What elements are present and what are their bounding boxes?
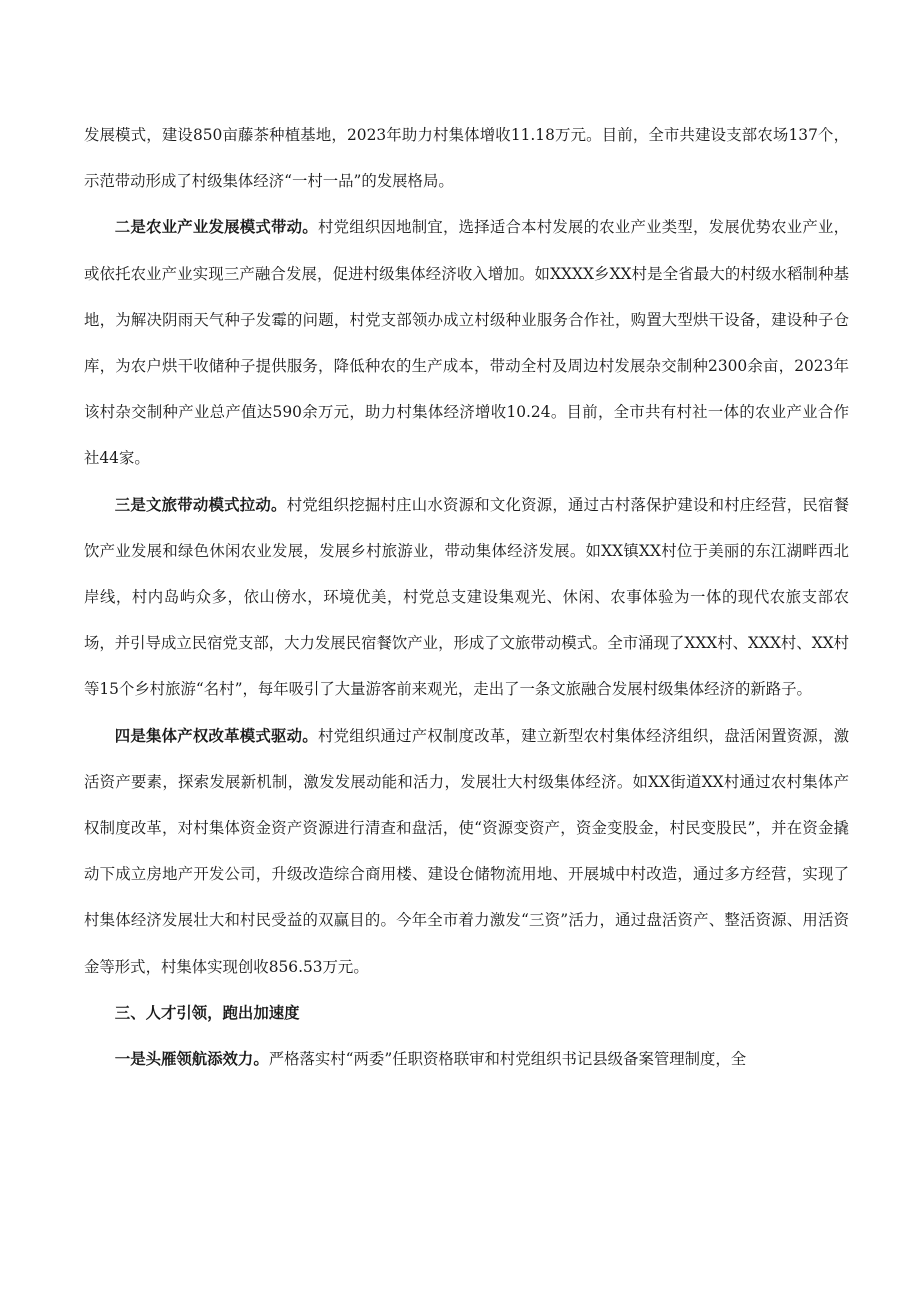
paragraph-2-text: 村党组织因地制宜，选择适合本村发展的农业产业类型，发展优势农业产业，或依托农业产业实现三产融合发展，促进村级集体经济收入增加。如XXXX乡XX村是全省最大的村级水稻制种基地，为解决阴雨天气种子发霉的问题，村党支部领办成立村级种业服务合作社，购置大型烘干设备，建设种子仓库，为农户烘干收储种子提供服务，降低种农的生产成本，带动全村及周边村发展杂交制种2300余亩，2023年该村杂交制种产业总产值达590余万元，助力村集体经济增收10.24。目前，全市共有村社一体的农业产业合作社44家。 <box>84 218 849 468</box>
section-heading-3: 三、人才引领，跑出加速度 <box>114 1003 300 1022</box>
paragraph-3-text: 村党组织挖掘村庄山水资源和文化资源，通过古村落保护建设和村庄经营，民宿餐饮产业发展和绿色休闲农业发展，发展乡村旅游业，带动集体经济发展。如XX镇XX村位于美丽的东江湖畔西北岸线，村内岛屿众多，依山傍水，环境优美，村党总支建设集观光、休闲、农事体验为一体的现代农旅支部农场，并引导成立民宿党支部，大力发展民宿餐饮产业，形成了文旅带动模式。全市涌现了XXX村、XXX村、XX村等15个乡村旅游“名村”，每年吸引了大量游客前来观光，走出了一条文旅融合发展村级集体经济的新路子。 <box>84 495 849 699</box>
paragraph-1 <box>84 112 849 204</box>
paragraph-4-text: 村党组织通过产权制度改革，建立新型农村集体经济组织，盘活闲置资源，激活资产要素，探索发展新机制，激发发展动能和活力，发展壮大村级集体经济。如XX街道XX村通过农村集体产权制度改革，对村集体资金资产资源进行清查和盘活，使“资源变资产，资金变股金，村民变股民”，并在资金撬动下成立房地产开发公司，升级改造综合商用楼、建设仓储物流用地、开展城中村改造，通过多方经营，实现了村集体经济发展壮大和村民受益的双赢目的。今年全市着力激发“三资”活力，通过盘活资产、整活资源、用活资金等形式，村集体实现创收856.53万元。 <box>84 726 849 976</box>
paragraph-1-text: 发展模式，建设850亩藤茶种植基地，2023年助力村集体增收11.18万元。目前，全市共建设支部农场137个，示范带动形成了村级集体经济“一村一品”的发展格局。 <box>84 126 849 191</box>
paragraph-2 <box>84 204 849 481</box>
document-page <box>84 112 849 1082</box>
paragraph-4 <box>84 713 849 990</box>
paragraph-5-text: 严格落实村“两委”任职资格联审和村党组织书记县级备案管理制度，全 <box>268 1050 747 1069</box>
paragraph-4-lead: 四是集体产权改革模式驱动。 <box>114 726 318 745</box>
paragraph-3-lead: 三是文旅带动模式拉动。 <box>114 495 287 514</box>
paragraph-5-lead: 一是头雁领航添效力。 <box>114 1050 269 1069</box>
paragraph-3 <box>84 482 849 713</box>
paragraph-5 <box>84 1036 849 1082</box>
paragraph-2-lead: 二是农业产业发展模式带动。 <box>114 218 318 237</box>
